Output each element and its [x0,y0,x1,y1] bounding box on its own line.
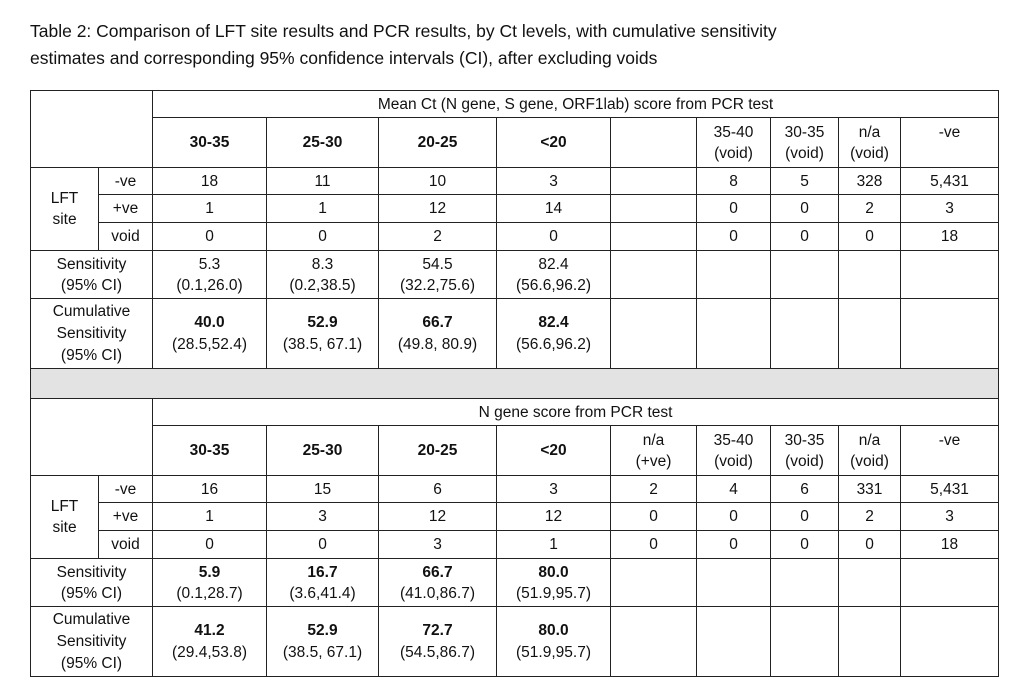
s1-sens-cell [153,251,267,299]
sens-value: 5.3 [198,255,221,273]
s2-sens-cell [153,559,267,607]
cum-label-line: Cumulative [52,610,131,628]
s1-row-label-pos: +ve [99,195,153,223]
sens-label-line: (95% CI) [60,276,123,294]
s2-header-line: (void) [785,452,824,470]
s1-row-void [31,223,999,251]
s2-header-line: 35-40 [713,431,754,449]
s2-cell: 0 [697,503,771,531]
s2-cell: 3 [379,531,497,559]
s1-sensitivity-label [31,251,153,299]
s2-cell: 3 [901,503,999,531]
sens-value: 66.7 [422,563,453,581]
s1-cell: 0 [839,223,901,251]
s1-header-cell: <20 [497,118,611,168]
s2-cell: 12 [379,503,497,531]
empty-cell [697,607,771,677]
lft-line: LFT [50,498,79,515]
s1-cell: 0 [267,223,379,251]
s2-section-title: N gene score from PCR test [153,399,999,426]
s1-cell: 3 [901,195,999,223]
s1-cell: 2 [839,195,901,223]
cum-label-line: Sensitivity [56,632,127,650]
s2-header-cell [839,426,901,476]
sens-value: 80.0 [538,563,569,581]
lft-line: site [52,519,77,536]
s2-row-label-void: void [99,531,153,559]
s2-cell: 0 [611,531,697,559]
s2-row-label-pos: +ve [99,503,153,531]
cum-value: 52.9 [307,313,338,331]
s2-sens-cell [379,559,497,607]
empty-cell [771,299,839,369]
s1-header-cell: 20-25 [379,118,497,168]
s2-cum-cell [267,607,379,677]
s1-sens-cell [497,251,611,299]
s1-cumulative-row [31,299,999,369]
cum-ci: (54.5,86.7) [400,643,475,661]
sens-label-line: Sensitivity [56,255,127,273]
s1-cell: 11 [267,168,379,195]
s1-title-row [31,91,999,118]
s1-cell: 0 [697,223,771,251]
s1-cell: 0 [771,195,839,223]
s2-header-cell [697,426,771,476]
s2-header-line: (+ve) [635,452,672,470]
s1-row-label-void: void [99,223,153,251]
cum-value: 66.7 [422,313,453,331]
s2-cell: 2 [839,503,901,531]
empty-cell [901,607,999,677]
s2-header-cell: 20-25 [379,426,497,476]
s2-title-row [31,399,999,426]
s2-cell: 0 [267,531,379,559]
s1-cell: 12 [379,195,497,223]
s1-cell: 2 [379,223,497,251]
s1-cell: 0 [697,195,771,223]
s2-header-cell [611,426,697,476]
s2-lft-site-label [31,476,99,559]
s2-header-line: n/a [642,431,665,449]
cum-ci: (56.6,96.2) [516,335,591,353]
s1-cell [611,195,697,223]
s2-cell: 16 [153,476,267,503]
sens-label-line: Sensitivity [56,563,127,581]
s1-cell: 18 [153,168,267,195]
sens-ci: (3.6,41.4) [289,584,356,602]
s1-sens-cell [267,251,379,299]
s1-header-line: (void) [714,144,753,162]
s1-header-line: 35-40 [713,123,754,141]
s2-header-line: 30-35 [784,431,825,449]
empty-cell [611,251,697,299]
cum-ci: (38.5, 67.1) [282,643,363,661]
caption-line-2: estimates and corresponding 95% confidence intervals (CI), after excluding voids [30,48,658,68]
cum-label-line: (95% CI) [60,346,123,364]
empty-cell [901,299,999,369]
cum-label-line: Sensitivity [56,324,127,342]
s2-header-line: -ve [938,432,961,449]
s2-cum-cell [497,607,611,677]
s1-cell: 14 [497,195,611,223]
s1-header-line: -ve [938,124,961,141]
cum-ci: (28.5,52.4) [172,335,247,353]
s2-header-row [31,426,999,476]
s1-cell: 328 [839,168,901,195]
s2-cell: 3 [497,476,611,503]
s2-sens-cell [497,559,611,607]
s1-lft-site-label [31,168,99,251]
empty-cell [839,299,901,369]
cum-ci: (51.9,95.7) [516,643,591,661]
cum-ci: (29.4,53.8) [172,643,247,661]
s1-cell: 8 [697,168,771,195]
s1-sens-cell [379,251,497,299]
table-body [31,91,999,677]
s1-header-cell [771,118,839,168]
s2-cell: 5,431 [901,476,999,503]
s2-cell: 2 [611,476,697,503]
s2-cell: 331 [839,476,901,503]
empty-cell [697,559,771,607]
s2-cell: 6 [379,476,497,503]
empty-cell [611,559,697,607]
s2-row-void [31,531,999,559]
sens-ci: (56.6,96.2) [516,276,591,294]
table-caption [30,18,990,72]
empty-cell [839,251,901,299]
s1-cell: 3 [497,168,611,195]
s1-cell: 0 [771,223,839,251]
s2-cell: 0 [771,531,839,559]
s2-cell: 0 [697,531,771,559]
s1-header-cell: 25-30 [267,118,379,168]
lft-line: LFT [50,190,79,207]
s2-sensitivity-row [31,559,999,607]
s2-cell: 6 [771,476,839,503]
s1-cell: 10 [379,168,497,195]
sens-ci: (0.2,38.5) [289,276,356,294]
s1-cell: 1 [267,195,379,223]
s2-cell: 0 [153,531,267,559]
s1-header-cell: 30-35 [153,118,267,168]
s1-header-line: (void) [785,144,824,162]
empty-cell [611,607,697,677]
empty-cell [901,559,999,607]
s2-sens-cell [267,559,379,607]
s1-header-line: n/a [858,123,881,141]
s1-cell: 5,431 [901,168,999,195]
s1-cell [611,223,697,251]
s1-cell: 0 [497,223,611,251]
empty-cell [697,299,771,369]
sens-ci: (0.1,28.7) [176,584,243,602]
s2-cumulative-row [31,607,999,677]
s2-header-cell [771,426,839,476]
comparison-table [30,90,999,677]
s2-cell: 4 [697,476,771,503]
cum-value: 41.2 [194,621,225,639]
cum-ci: (38.5, 67.1) [282,335,363,353]
s1-cell: 1 [153,195,267,223]
s2-cum-cell [153,607,267,677]
s1-row-pos [31,195,999,223]
sens-ci: (0.1,26.0) [176,276,243,294]
sens-ci: (41.0,86.7) [400,584,475,602]
s2-header-line: (void) [850,452,889,470]
caption-line-1: Table 2: Comparison of LFT site results and PCR results, by Ct levels, with cumulative sensitivity [30,21,777,41]
s1-cum-cell [267,299,379,369]
s1-cell: 18 [901,223,999,251]
cum-value: 52.9 [307,621,338,639]
s2-sensitivity-label [31,559,153,607]
empty-cell [839,559,901,607]
sens-ci: (51.9,95.7) [516,584,591,602]
s2-cell: 15 [267,476,379,503]
s2-row-label-neg: -ve [99,476,153,503]
s2-corner-cell [31,399,153,476]
s1-cell: 5 [771,168,839,195]
s2-cum-cell [379,607,497,677]
s1-header-cell [697,118,771,168]
s1-header-line: 30-35 [784,123,825,141]
s1-header-cell [901,118,999,168]
s1-cum-cell [379,299,497,369]
s2-row-neg [31,476,999,503]
s1-corner-cell [31,91,153,168]
s2-cell: 18 [901,531,999,559]
s2-cell: 1 [497,531,611,559]
s1-header-cell [839,118,901,168]
s2-cell: 0 [611,503,697,531]
empty-cell [839,607,901,677]
empty-cell [771,607,839,677]
lft-line: site [52,211,77,228]
cum-value: 82.4 [538,313,569,331]
sens-ci: (32.2,75.6) [400,276,475,294]
cum-value: 72.7 [422,621,453,639]
empty-cell [697,251,771,299]
s2-cell: 0 [839,531,901,559]
cum-label-line: (95% CI) [60,654,123,672]
s1-empty-header [611,118,697,168]
s1-header-line: (void) [850,144,889,162]
cum-label-line: Cumulative [52,302,131,320]
s2-row-pos [31,503,999,531]
s2-cell: 3 [267,503,379,531]
cum-value: 80.0 [538,621,569,639]
s1-sensitivity-row [31,251,999,299]
s1-cum-cell [153,299,267,369]
s1-header-row [31,118,999,168]
s2-header-line: (void) [714,452,753,470]
s2-cell: 1 [153,503,267,531]
s2-header-cell: 30-35 [153,426,267,476]
cum-ci: (49.8, 80.9) [397,335,478,353]
empty-cell [771,559,839,607]
empty-cell [771,251,839,299]
s2-cell: 12 [497,503,611,531]
s1-row-label-neg: -ve [99,168,153,195]
sens-value: 54.5 [422,255,453,273]
sens-value: 16.7 [307,563,338,581]
s1-cumulative-label [31,299,153,369]
sens-label-line: (95% CI) [60,584,123,602]
s2-cumulative-label [31,607,153,677]
s1-cum-cell [497,299,611,369]
s2-header-cell [901,426,999,476]
s1-row-neg [31,168,999,195]
empty-cell [611,299,697,369]
sens-value: 5.9 [198,563,221,581]
sens-value: 8.3 [311,255,334,273]
sens-value: 82.4 [538,255,569,273]
s1-cell [611,168,697,195]
empty-cell [901,251,999,299]
s1-section-title: Mean Ct (N gene, S gene, ORF1lab) score from PCR test [153,91,999,118]
s2-header-cell: <20 [497,426,611,476]
section-separator [31,369,999,399]
cum-value: 40.0 [194,313,225,331]
section-separator-row [31,369,999,399]
s2-header-cell: 25-30 [267,426,379,476]
s2-header-line: n/a [858,431,881,449]
s1-cell: 0 [153,223,267,251]
s2-cell: 0 [771,503,839,531]
